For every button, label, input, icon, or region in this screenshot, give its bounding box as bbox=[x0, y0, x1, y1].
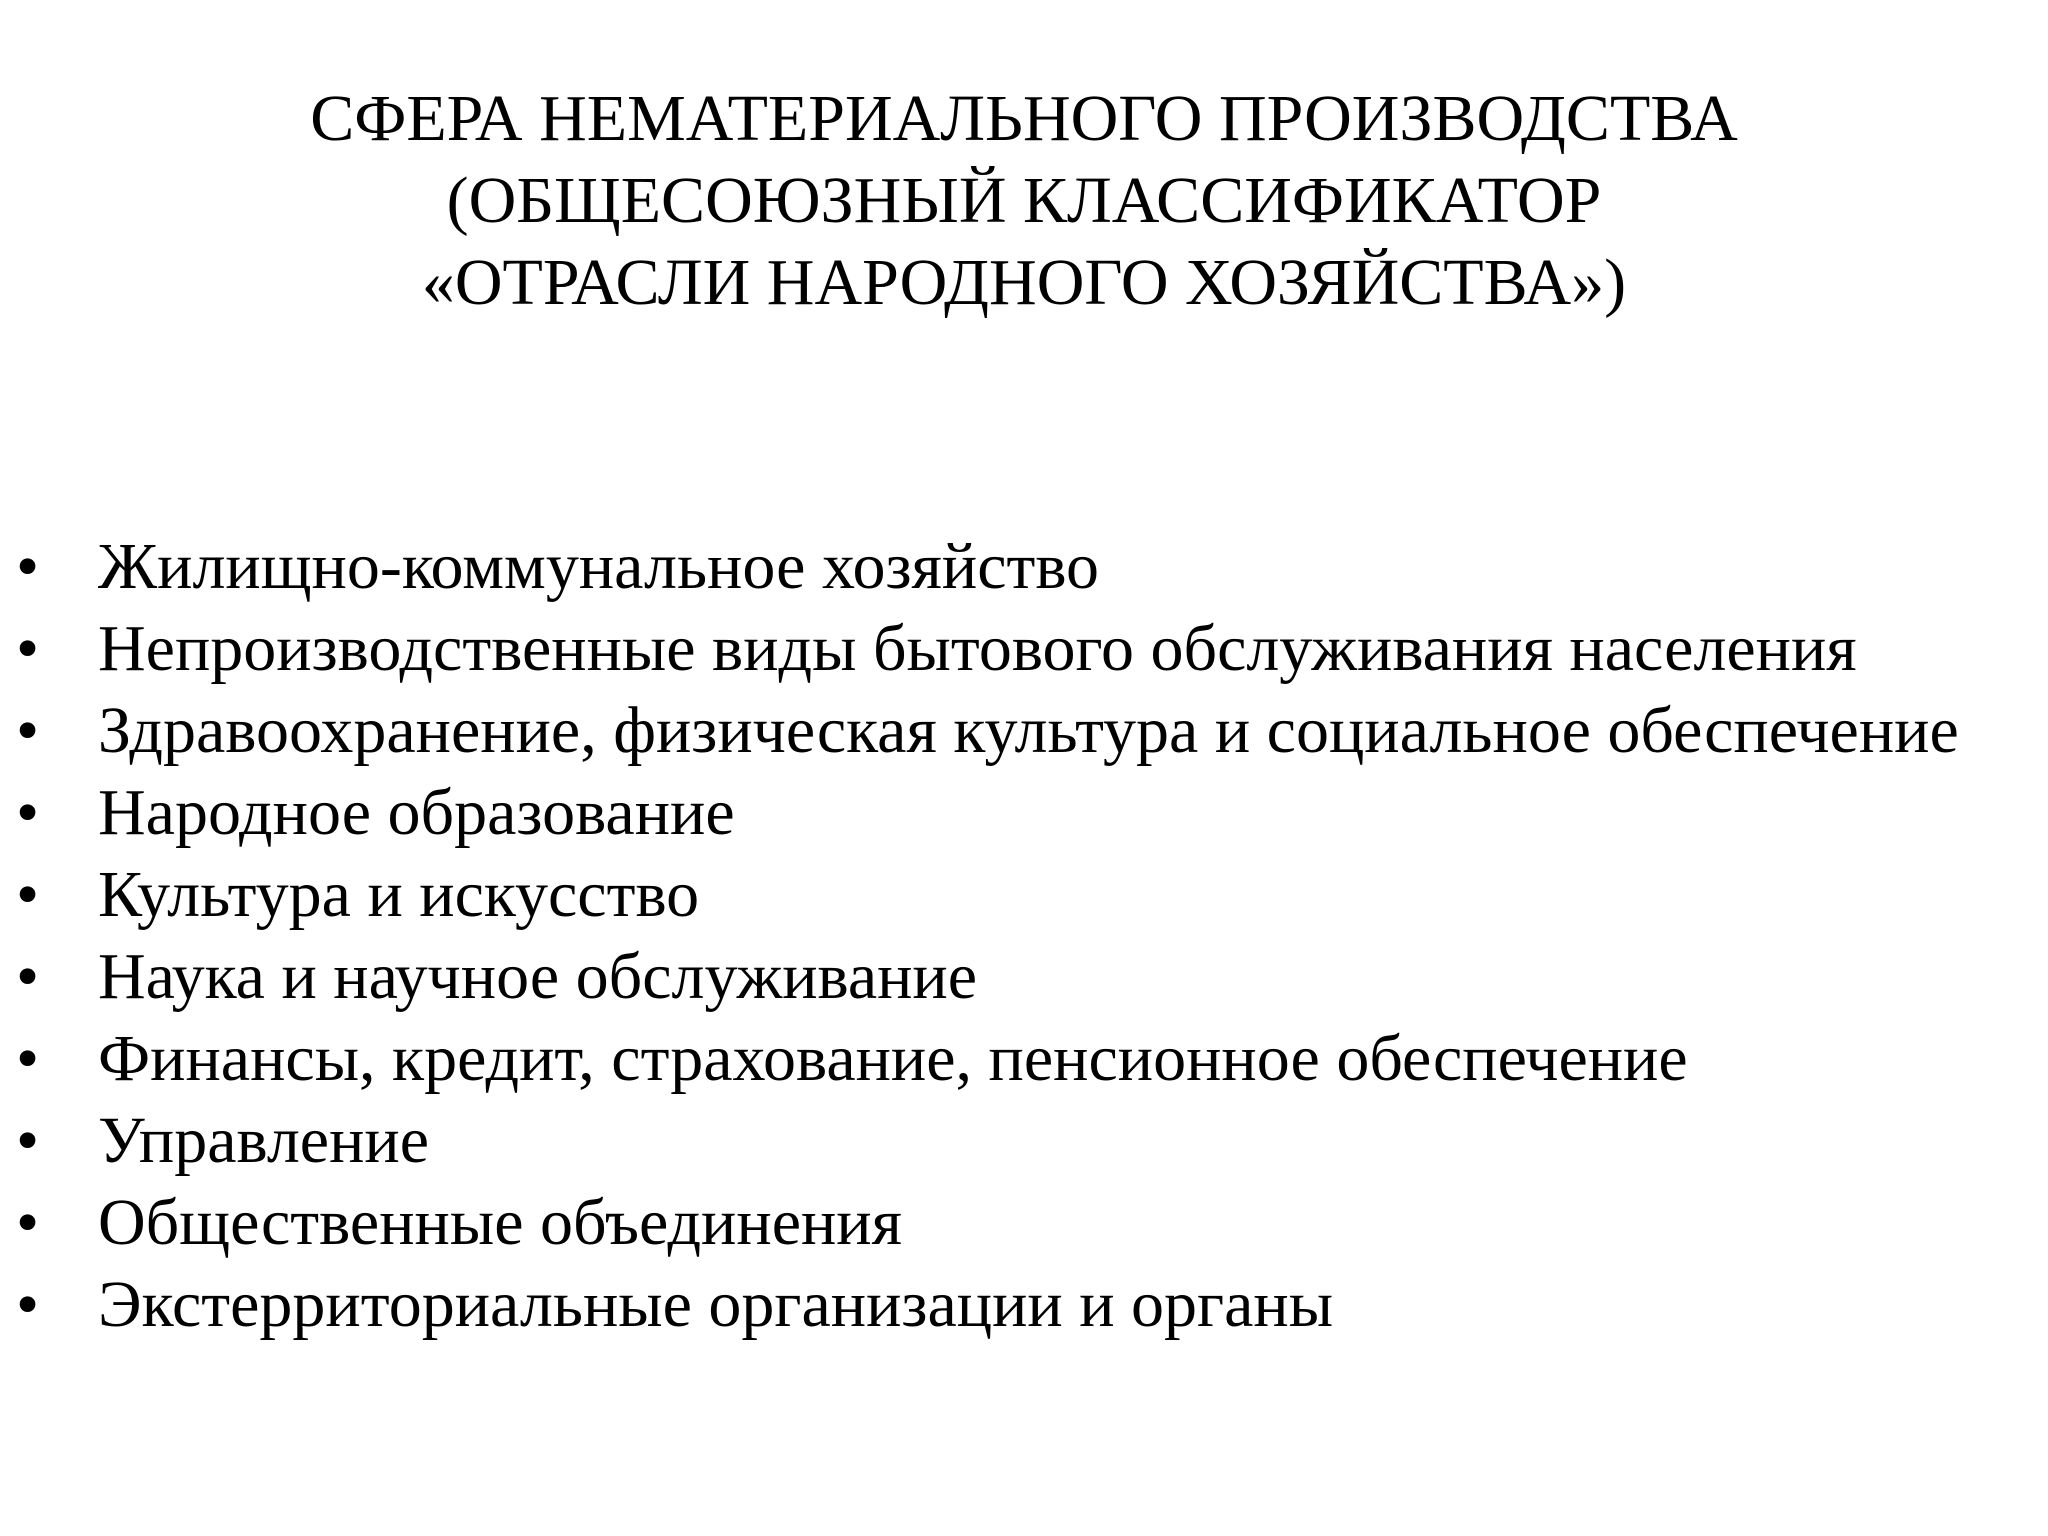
list-item bbox=[0, 1182, 2048, 1264]
bullet-icon: • bbox=[16, 858, 40, 931]
bullet-icon: • bbox=[16, 694, 40, 767]
list-item bbox=[0, 526, 2048, 608]
list-item bbox=[0, 854, 2048, 936]
list-item bbox=[0, 1264, 2048, 1346]
list-item-text: Народное образование bbox=[98, 776, 735, 849]
list-item bbox=[0, 1018, 2048, 1100]
bullet-icon: • bbox=[16, 940, 40, 1013]
list-item-text: Здравоохранение, физическая культура и социальное обеспечение bbox=[98, 694, 1959, 767]
list-item-text: Наука и научное обслуживание bbox=[98, 940, 978, 1013]
bullet-icon: • bbox=[16, 776, 40, 849]
list-item-text: Общественные объединения bbox=[98, 1186, 902, 1259]
bullet-icon: • bbox=[16, 530, 40, 603]
bullet-icon: • bbox=[16, 1022, 40, 1095]
slide-title bbox=[0, 78, 2048, 324]
bullet-icon: • bbox=[16, 1268, 40, 1341]
list-item-text: Управление bbox=[98, 1104, 429, 1177]
list-item bbox=[0, 936, 2048, 1018]
bullet-icon: • bbox=[16, 1186, 40, 1259]
list-item bbox=[0, 1100, 2048, 1182]
list-item-text: Экстерриториальные организации и органы bbox=[98, 1268, 1334, 1341]
bullet-icon: • bbox=[16, 612, 40, 685]
title-line: «ОТРАСЛИ НАРОДНОГО ХОЗЯЙСТВА») bbox=[421, 246, 1627, 319]
list-item bbox=[0, 608, 2048, 690]
list-item-text: Культура и искусство bbox=[98, 858, 700, 931]
bullet-icon: • bbox=[16, 1104, 40, 1177]
list-item bbox=[0, 772, 2048, 854]
list-item-text: Финансы, кредит, страхование, пенсионное обеспечение bbox=[98, 1022, 1688, 1095]
list-item bbox=[0, 690, 2048, 772]
bullet-list bbox=[0, 526, 2048, 1346]
title-line: СФЕРА НЕМАТЕРИАЛЬНОГО ПРОИЗВОДСТВА bbox=[310, 82, 1738, 155]
title-line: (ОБЩЕСОЮЗНЫЙ КЛАССИФИКАТОР bbox=[446, 164, 1602, 237]
list-item-text: Непроизводственные виды бытового обслуживания населения bbox=[98, 612, 1857, 685]
list-item-text: Жилищно-коммунальное хозяйство bbox=[98, 530, 1100, 603]
